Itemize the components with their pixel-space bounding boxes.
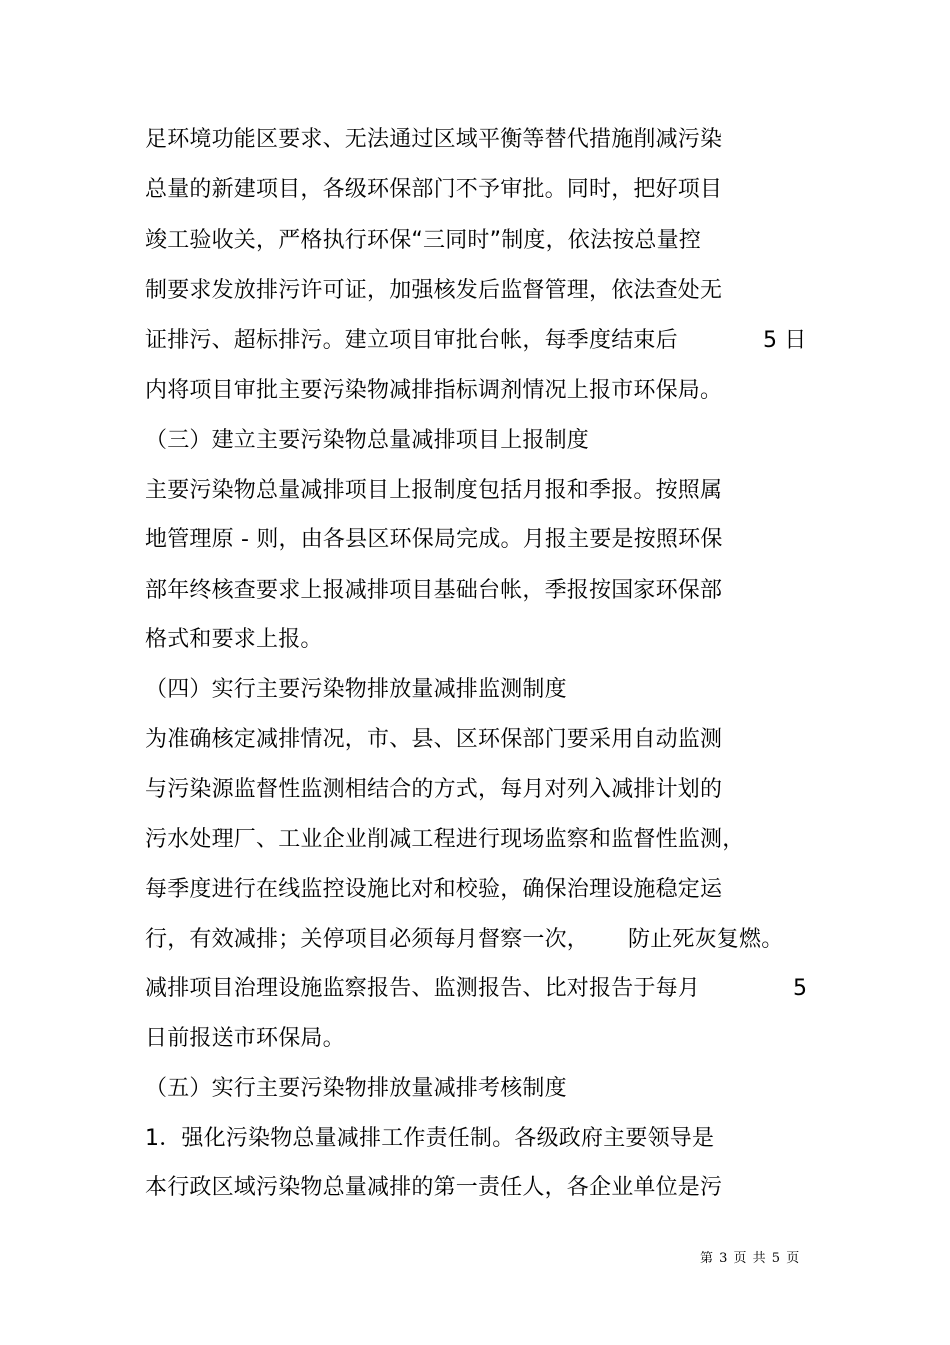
- line-text: 地管理原 - 则，由各县区环保局完成。月报主要是按照环保: [145, 527, 723, 552]
- section-heading: [145, 675, 567, 705]
- line-text: 格式和要求上报。: [145, 627, 323, 652]
- paragraph-line: [145, 875, 722, 905]
- paragraph-line: [145, 125, 722, 155]
- paragraph-line: [145, 476, 722, 506]
- line-text: 为准确核定减排情况，市、县、区环保部门要采用自动监测: [145, 727, 723, 752]
- line-text: 减排项目治理设施监察报告、监测报告、比对报告于每月: [145, 976, 701, 1001]
- line-text: 本行政区域污染物总量减排的第一责任人，各企业单位是污: [145, 1175, 723, 1200]
- paragraph-line: [145, 1173, 722, 1203]
- paragraph-line: [145, 226, 701, 256]
- heading-text: （四）实行主要污染物排放量减排监测制度: [145, 677, 567, 702]
- heading-text: （三）建立主要污染物总量减排项目上报制度: [145, 428, 590, 453]
- section-heading: [145, 426, 589, 456]
- section-heading: [145, 1074, 567, 1104]
- paragraph-line: [145, 576, 722, 606]
- paragraph-line: [145, 326, 807, 356]
- paragraph-line: [145, 1024, 345, 1054]
- page-number-label: 第 3 页 共 5 页: [700, 1251, 801, 1266]
- paragraph-line: [145, 974, 808, 1004]
- line-text: 竣工验收关，严格执行环保“三同时”制度，依法按总量控: [145, 228, 701, 253]
- line-text: 每季度进行在线监控设施比对和校验，确保治理设施稳定运: [145, 877, 723, 902]
- line-trailing-text: 5: [793, 976, 808, 1001]
- line-text: 1．强化污染物总量减排工作责任制。各级政府主要领导是: [145, 1126, 715, 1151]
- paragraph-line: [145, 725, 722, 755]
- paragraph-line: [145, 276, 722, 306]
- line-text: 总量的新建项目，各级环保部门不予审批。同时，把好项目: [145, 177, 723, 202]
- line-text: 行，有效减排；关停项目必须每月督察一次，: [145, 927, 590, 952]
- line-text: 日前报送市环保局。: [145, 1026, 345, 1051]
- line-text: 制要求发放排污许可证，加强核发后监督管理，依法查处无: [145, 278, 723, 303]
- line-text: 主要污染物总量减排项目上报制度包括月报和季报。按照属: [145, 478, 723, 503]
- line-text: 内将项目审批主要污染物减排指标调剂情况上报市环保局。: [145, 378, 723, 403]
- line-text: 污水处理厂、工业企业削减工程进行现场监察和监督性监测，: [145, 827, 745, 852]
- paragraph-line: [145, 775, 722, 805]
- paragraph-line: [145, 625, 323, 655]
- page-footer: [700, 1250, 800, 1268]
- paragraph-line: [145, 175, 722, 205]
- line-trailing-text: 防止死灰复燃。: [628, 927, 784, 952]
- paragraph-line: [145, 525, 723, 555]
- line-trailing-text: 5 日: [763, 328, 807, 353]
- line-text: 部年终核查要求上报减排项目基础台帐，季报按国家环保部: [145, 578, 723, 603]
- line-text: 与污染源监督性监测相结合的方式，每月对列入减排计划的: [145, 777, 723, 802]
- heading-text: （五）实行主要污染物排放量减排考核制度: [145, 1076, 567, 1101]
- paragraph-line: [145, 376, 722, 406]
- line-text: 足环境功能区要求、无法通过区域平衡等替代措施削减污染: [145, 127, 723, 152]
- line-text: 证排污、超标排污。建立项目审批台帐，每季度结束后: [145, 328, 678, 353]
- paragraph-line: [145, 925, 784, 955]
- paragraph-line: [145, 825, 744, 855]
- paragraph-line: [145, 1124, 714, 1154]
